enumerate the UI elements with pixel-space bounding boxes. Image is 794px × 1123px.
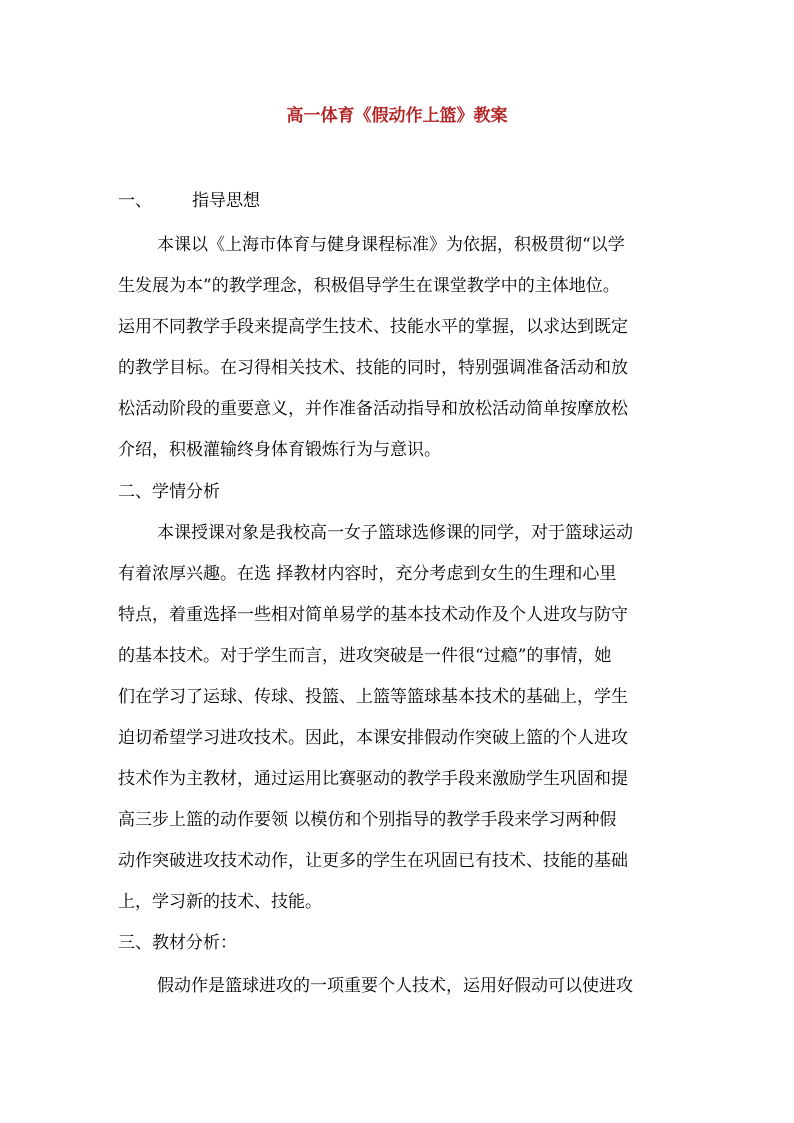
- paragraph-line: 松活动阶段的重要意义，并作准备活动指导和放松活动简单按摩放松: [118, 399, 628, 419]
- document-title: 高一体育《假动作上篮》教案: [286, 106, 508, 126]
- paragraph-line: 生发展为本”的教学理念，积极倡导学生在课堂教学中的主体地位。: [118, 276, 620, 296]
- section-heading-text: 指导思想: [192, 191, 260, 211]
- paragraph-line: 动作突破进攻技术动作，让更多的学生在巩固已有技术、技能的基础: [118, 851, 628, 871]
- paragraph-line: 运用不同教学手段来提高学生技术、技能水平的掌握，以求达到既定: [118, 317, 628, 337]
- paragraph-line: 介绍，积极灌输终身体育锻炼行为与意识。: [118, 440, 441, 460]
- section-heading-material-analysis: 三、教材分析：: [118, 933, 237, 953]
- section-heading-guiding-thought: [118, 189, 260, 213]
- paragraph-line: 高三步上篮的动作要领 以模仿和个别指导的教学手段来学习两种假: [118, 810, 617, 830]
- paragraph-line: 迫切希望学习进攻技术。因此，本课安排假动作突破上篮的个人进攻: [118, 728, 628, 748]
- paragraph-line: 本课授课对象是我校高一女子篮球选修课的同学，对于篮球运动: [157, 523, 633, 543]
- paragraph-line: 上，学习新的技术、技能。: [118, 892, 322, 912]
- paragraph-line: 们在学习了运球、传球、投篮、上篮等篮球基本技术的基础上，学生: [118, 687, 628, 707]
- paragraph-line: 技术作为主教材，通过运用比赛驱动的教学手段来激励学生巩固和提: [118, 769, 628, 789]
- paragraph-line: 本课以《上海市体育与健身课程标准》为依据，积极贯彻“以学: [157, 235, 625, 255]
- section-heading-student-analysis: 二、学情分析: [118, 482, 220, 502]
- paragraph-line: 的基本技术。对于学生而言，进攻突破是一件很“过瘾”的事情，她: [118, 646, 612, 666]
- paragraph-line: 假动作是篮球进攻的一项重要个人技术，运用好假动可以使进攻: [157, 976, 633, 996]
- paragraph-line: 特点，着重选择一些相对简单易学的基本技术动作及个人进攻与防守: [118, 605, 628, 625]
- paragraph-line: 的教学目标。在习得相关技术、技能的同时，特别强调准备活动和放: [118, 358, 628, 378]
- section-number: 一、: [118, 191, 152, 211]
- paragraph-line: 有着浓厚兴趣。在选 择教材内容时，充分考虑到女生的生理和心里: [118, 564, 617, 584]
